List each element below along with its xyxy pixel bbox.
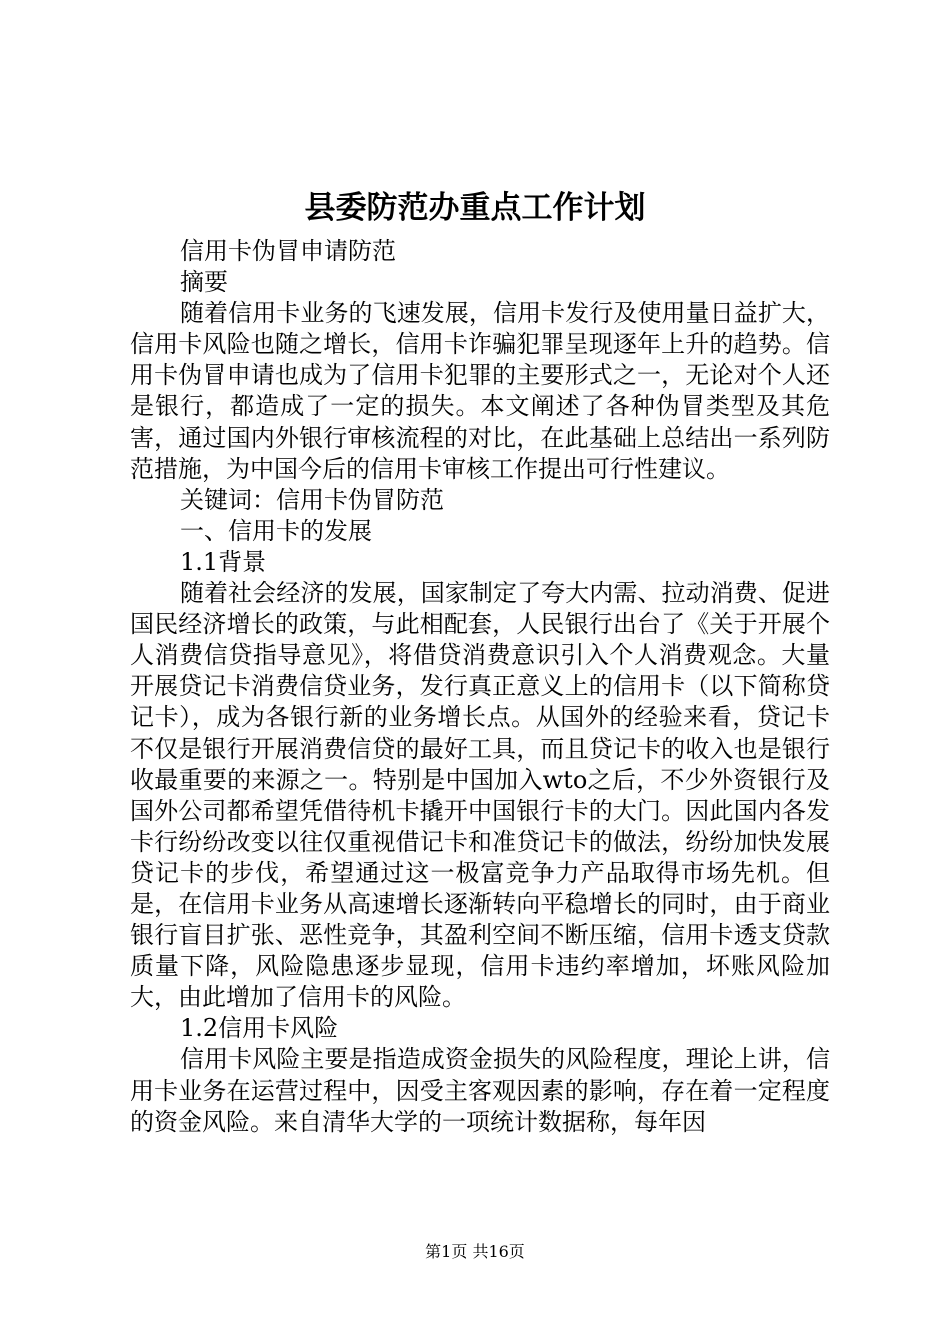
document-body xyxy=(130,236,830,1138)
risk-paragraph: 信用卡风险主要是指造成资金损失的风险程度，理论上讲，信用卡业务在运营过程中，因受主客观因素的影响，存在着一定程度的资金风险。来自清华大学的一项统计数据称，每年因 xyxy=(130,1045,830,1136)
abstract-heading: 摘要 xyxy=(180,268,228,297)
subsection-heading-1-1: 1.1背景 xyxy=(180,547,267,576)
keywords: 关键词：信用卡伪冒防范 xyxy=(180,485,444,514)
subsection-heading-1-2: 1.2信用卡风险 xyxy=(180,1014,339,1043)
section-heading-1: 一、信用卡的发展 xyxy=(180,516,372,545)
subtitle: 信用卡伪冒申请防范 xyxy=(180,237,396,265)
background-paragraph: 随着社会经济的发展，国家制定了夸大内需、拉动消费、促进国民经济增长的政策，与此相配套，人民银行出台了《关于开展个人消费信贷指导意见》，将借贷消费意识引入个人消费观念。大量开展贷记卡消费信贷业务，发行真正意义上的信用卡（以下简称贷记卡），成为各银行新的业务增长点。从国外的经验来看，贷记卡不仅是银行开展消费信贷的最好工具，而且贷记卡的收入也是银行收最重要的来源之一。特别是中国加入wto之后，不少外资银行及国外公司都希望凭借待机卡撬开中国银行卡的大门。因此国内各发卡行纷纷改变以往仅重视借记卡和准贷记卡的做法，纷纷加快发展贷记卡的步伐，希望通过这一极富竞争力产品取得市场先机。但是，在信用卡业务从高速增长逐渐转向平稳增长的同时，由于商业银行盲目扩张、恶性竞争，其盈利空间不断压缩，信用卡透支贷款质量下降，风险隐患逐步显现，信用卡违约率增加，坏账风险加大，由此增加了信用卡的风险。 xyxy=(130,579,830,1012)
document-title: 县委防范办重点工作计划 xyxy=(304,190,646,226)
abstract-paragraph: 随着信用卡业务的飞速发展，信用卡发行及使用量日益扩大，信用卡风险也随之增长，信用卡诈骗犯罪呈现逐年上升的趋势。信用卡伪冒申请也成为了信用卡犯罪的主要形式之一，无论对个人还是银行，都造成了一定的损失。本文阐述了各种伪冒类型及其危害，通过国内外银行审核流程的对比，在此基础上总结出一系列防范措施，为中国今后的信用卡审核工作提出可行性建议。 xyxy=(130,299,830,483)
page-footer: 第1页 共16页 xyxy=(425,1242,525,1261)
